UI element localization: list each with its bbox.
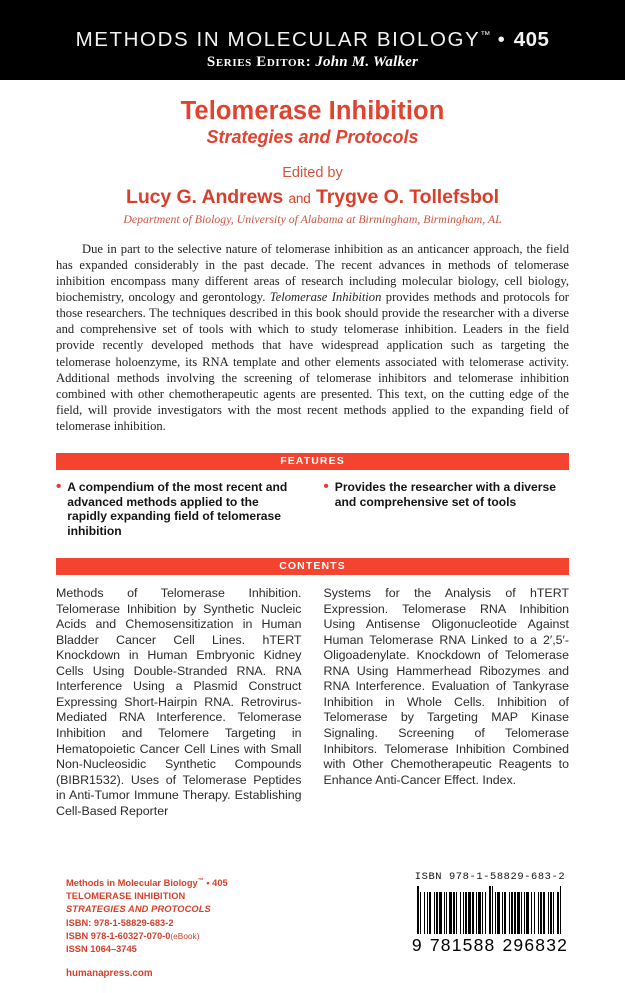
series-editor-label: Series Editor: [206,53,312,70]
footer-series-line [66,877,228,890]
footer-isbn-ebook-note: (eBook) [170,930,200,941]
footer-issn: ISSN 1064–3745 [66,944,137,955]
contents-column-right: Systems for the Analysis of hTERT Expression. Telomerase RNA Inhibition Using Antisense Oligonucleotide Against Human Telomerase RNA Linked to a 2′,5′-Oligoadenylate. Knockdown of Telomerase RNA Using Hammerhead Ribozymes and RNA Interference. Evaluation of Tankyrase Inhibition in Whole Cells. Inhibition of Telomerase by Targeting MAP Kinase Signaling. Screening of Telomerase Inhibitors. Telomerase Inhibition Combined with Other Chemotherapeutic Reagents to Enhance Anti-Cancer Effect. Index. [323,585,569,787]
feature-text: Provides the researcher with a diverse and comprehensive set of tools [334,479,556,509]
bullet-icon: • [56,477,62,495]
series-banner [0,0,625,80]
editors-affiliation: Department of Biology, University of Alabama at Birmingham, Birmingham, AL [123,211,502,226]
footer-trademark-symbol: ™ [197,878,204,884]
footer [0,871,625,993]
edited-by-label: Edited by [282,164,343,181]
book-title: Telomerase Inhibition [180,97,445,125]
footer-isbn-ebook-row [66,930,228,943]
series-name: METHODS IN MOLECULAR BIOLOGY [75,28,481,52]
footer-imprint-info [66,877,228,981]
trademark-symbol: ™ [480,30,491,42]
footer-series-volume: 405 [212,878,228,889]
contents-list [56,586,569,819]
footer-series-name: Methods in Molecular Biology [66,878,198,889]
series-editor-line [207,54,418,71]
description-part-one: Due in part to the selective nature of telomerase inhibition as an anticancer approach, the field has expanded considerably in the past decade. The recent advances in methods of telomerase inhibition encompass many different areas of research including molecular biology, cell biology, biochemistry, oncology and gerontology. [56,241,569,305]
publisher-website-link[interactable]: humanapress.com [66,968,153,980]
title-block [0,80,625,227]
barcode-isbn-label: ISBN 978-1-58829-683-2 [414,871,566,883]
footer-series-bullet: • [206,878,210,889]
footer-isbn-ebook: ISBN 978-1-60327-070-0 [66,930,171,941]
editors-conjunction: and [288,190,311,206]
feature-text: A compendium of the most recent and advanced methods applied to the rapidly expanding field of telomerase inhibition [67,479,288,539]
features-column-left [56,477,302,539]
features-section-bar: FEATURES [56,453,569,470]
contents-column-left: Methods of Telomerase Inhibition. Telomerase Inhibition by Synthetic Nucleic Acids and Chemosensitization in Human Bladder Cancer Cell Lines. hTERT Knockdown in Human Embryonic Kidney Cells Using Double-Stranded RNA. RNA Interference Using a Plasmid Construct Expressing Short-Hairpin RNA. Retrovirus-Mediated RNA Interference. Telomerase Inhibition and Telomere Targeting in Hematopoietic Cancer Cell Lines with Small Non-Nucleosidic Synthetic Compounds (BIBR1532). Uses of Telomerase Peptides in Anti-Tumor Immune Therapy. Establishing Cell-Based Reporter [56,585,302,818]
editor-two: Trygve O. Tollefsbol [316,185,499,208]
book-description [56,241,569,434]
description-part-two: provides methods and protocols for those researchers. The techniques described in this book should provide the researcher with a diverse and comprehensive set of tools with which to study telomerase inhibition. Leaders in the field provide recently developed methods that have widespread application such as targeting the telomerase holoenzyme, its RNA template and other elements associated with telomerase activity. Additional methods involving the screening of telomerase inhibitors and telomerase inhibition combined with other chemotherapeutic agents are presented. This text, on the cutting edge of the field, will provide investigators with the most recent methods applied to the expanding field of telomerase inhibition. [56,290,569,433]
editors-line [0,186,625,209]
barcode-digit-group-two: 296832 [502,935,569,955]
barcode-digit-lead: 9 [411,935,423,955]
features-column-right [323,477,570,539]
bullet-icon: • [323,477,329,495]
barcode-block [395,871,585,956]
description-italic-title: Telomerase Inhibition [269,290,382,305]
series-editor-name: John M. Walker [315,53,419,70]
footer-book-title: TELOMERASE INHIBITION [66,891,186,902]
barcode-bars [395,886,585,934]
series-bullet: • [497,28,507,52]
features-list [56,477,569,539]
volume-number: 405 [513,28,550,52]
book-subtitle: Strategies and Protocols [206,127,419,148]
footer-book-subtitle: STRATEGIES AND PROTOCOLS [66,904,211,915]
footer-isbn-print: ISBN: 978-1-58829-683-2 [66,917,174,928]
contents-section-bar: CONTENTS [56,558,569,575]
feature-item [323,477,570,510]
barcode-digits [395,935,585,956]
editor-one: Lucy G. Andrews [126,185,284,208]
feature-item [56,477,302,539]
series-title-line [76,29,550,51]
barcode-digit-group-one: 781588 [429,935,496,955]
